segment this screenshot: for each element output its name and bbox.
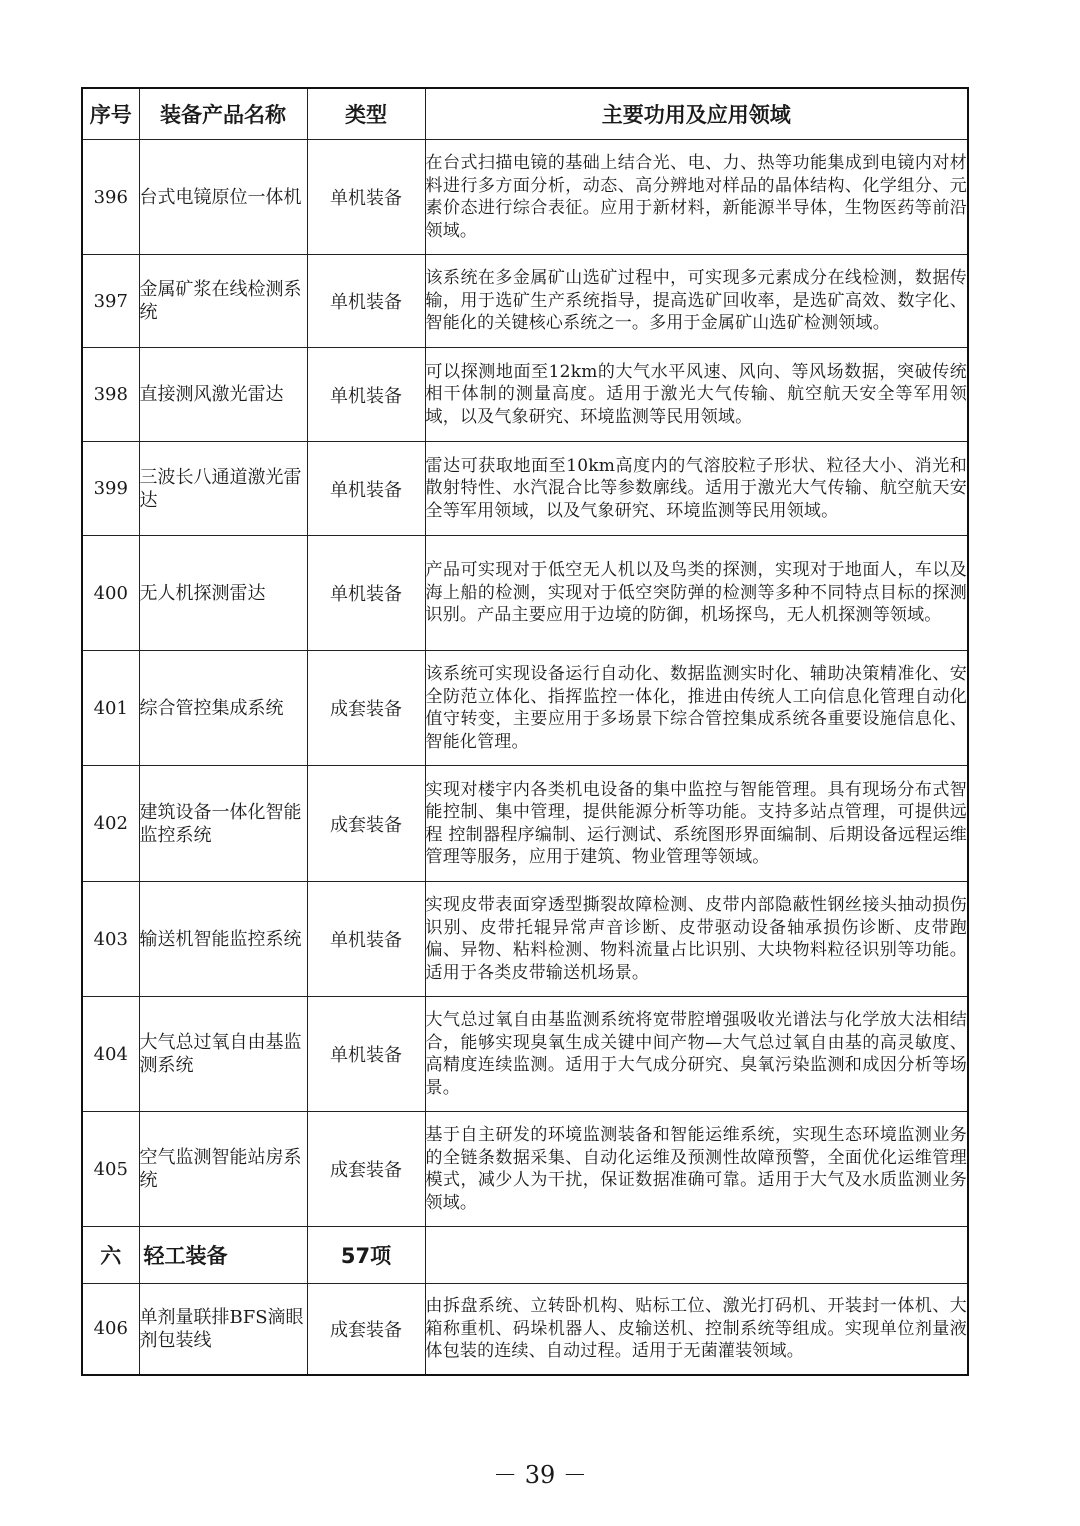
table-row	[82, 1112, 968, 1227]
row-desc: 雷达可获取地面至10km高度内的气溶胶粒子形状、粒径大小、消光和散射特性、水汽混合比等参数廓线。适用于激光大气传输、航空航天安全等军用领域，以及气象研究、环境监测等民用领域。	[425, 442, 968, 536]
row-type: 单机装备	[307, 442, 425, 536]
row-name: 综合管控集成系统	[139, 651, 307, 766]
section-num: 六	[82, 1227, 139, 1284]
row-name: 空气监测智能站房系统	[139, 1112, 307, 1227]
row-type: 成套装备	[307, 1112, 425, 1227]
row-desc: 大气总过氧自由基监测系统将宽带腔增强吸收光谱法与化学放大法相结合，能够实现臭氧生成关键中间产物—大气总过氧自由基的高灵敏度、高精度连续监测。适用于大气成分研究、臭氧污染监测和成因分析等场景。	[425, 997, 968, 1112]
row-type: 成套装备	[307, 766, 425, 882]
table-header-row	[82, 88, 968, 140]
header-type: 类型	[307, 88, 425, 140]
row-name: 大气总过氧自由基监测系统	[139, 997, 307, 1112]
row-desc: 由拆盘系统、立转卧机构、贴标工位、激光打码机、开装封一体机、大箱称重机、码垛机器人、皮输送机、控制系统等组成。实现单位剂量液体包装的连续、自动过程。适用于无菌灌装领域。	[425, 1284, 968, 1375]
section-name: 轻工装备	[139, 1227, 307, 1284]
table-row	[82, 882, 968, 997]
header-num: 序号	[82, 88, 139, 140]
table-row	[82, 140, 968, 255]
row-name: 三波长八通道激光雷达	[139, 442, 307, 536]
row-type: 成套装备	[307, 651, 425, 766]
row-type: 单机装备	[307, 997, 425, 1112]
header-desc: 主要功用及应用领域	[425, 88, 968, 140]
row-name: 建筑设备一体化智能监控系统	[139, 766, 307, 882]
row-num: 401	[82, 651, 139, 766]
row-name: 输送机智能监控系统	[139, 882, 307, 997]
row-desc: 基于自主研发的环境监测装备和智能运维系统，实现生态环境监测业务的全链条数据采集、自动化运维及预测性故障预警，全面优化运维管理模式，减少人为干扰，保证数据准确可靠。适用于大气及水质监测业务领域。	[425, 1112, 968, 1227]
row-desc: 实现皮带表面穿透型撕裂故障检测、皮带内部隐蔽性钢丝接头抽动损伤识别、皮带托辊异常声音诊断、皮带驱动设备轴承损伤诊断、皮带跑偏、异物、粘料检测、物料流量占比识别、大块物料粒径识别等功能。适用于各类皮带输送机场景。	[425, 882, 968, 997]
row-num: 400	[82, 536, 139, 651]
row-num: 402	[82, 766, 139, 882]
section-row	[82, 1227, 968, 1284]
row-desc: 该系统在多金属矿山选矿过程中，可实现多元素成分在线检测，数据传输，用于选矿生产系统指导，提高选矿回收率，是选矿高效、数字化、智能化的关键核心系统之一。多用于金属矿山选矿检测领域。	[425, 255, 968, 348]
row-type: 单机装备	[307, 536, 425, 651]
row-num: 405	[82, 1112, 139, 1227]
row-num: 396	[82, 140, 139, 255]
row-type: 成套装备	[307, 1284, 425, 1375]
row-name: 直接测风激光雷达	[139, 348, 307, 442]
row-num: 398	[82, 348, 139, 442]
table-row	[82, 766, 968, 882]
table-row	[82, 651, 968, 766]
row-name: 台式电镜原位一体机	[139, 140, 307, 255]
row-type: 单机装备	[307, 348, 425, 442]
header-name: 装备产品名称	[139, 88, 307, 140]
section-count: 57项	[307, 1227, 425, 1284]
table-row	[82, 442, 968, 536]
table-row	[82, 536, 968, 651]
row-num: 399	[82, 442, 139, 536]
row-num: 406	[82, 1284, 139, 1375]
row-desc: 该系统可实现设备运行自动化、数据监测实时化、辅助决策精准化、安全防范立体化、指挥监控一体化，推进由传统人工向信息化管理自动化值守转变，主要应用于多场景下综合管控集成系统各重要设施信息化、智能化管理。	[425, 651, 968, 766]
table-row	[82, 1284, 968, 1375]
row-name: 金属矿浆在线检测系统	[139, 255, 307, 348]
row-num: 397	[82, 255, 139, 348]
page-number: － 39 －	[493, 1461, 587, 1489]
section-desc	[425, 1227, 968, 1284]
row-desc: 在台式扫描电镜的基础上结合光、电、力、热等功能集成到电镜内对材料进行多方面分析，动态、高分辨地对样品的晶体结构、化学组分、元素价态进行综合表征。应用于新材料，新能源半导体，生物医药等前沿领域。	[425, 140, 968, 255]
row-num: 403	[82, 882, 139, 997]
row-type: 单机装备	[307, 140, 425, 255]
row-name: 无人机探测雷达	[139, 536, 307, 651]
table-row	[82, 997, 968, 1112]
row-desc: 可以探测地面至12km的大气水平风速、风向、等风场数据，突破传统相干体制的测量高度。适用于激光大气传输、航空航天安全等军用领域，以及气象研究、环境监测等民用领域。	[425, 348, 968, 442]
row-name: 单剂量联排BFS滴眼剂包装线	[139, 1284, 307, 1375]
row-type: 单机装备	[307, 255, 425, 348]
equipment-table	[81, 87, 969, 1376]
table-row	[82, 255, 968, 348]
row-desc: 产品可实现对于低空无人机以及鸟类的探测，实现对于地面人，车以及海上船的检测，实现对于低空突防弹的检测等多种不同特点目标的探测识别。产品主要应用于边境的防御，机场探鸟，无人机探测等领域。	[425, 536, 968, 651]
table-row	[82, 348, 968, 442]
row-type: 单机装备	[307, 882, 425, 997]
row-desc: 实现对楼宇内各类机电设备的集中监控与智能管理。具有现场分布式智能控制、集中管理，提供能源分析等功能。支持多站点管理，可提供远程 控制器程序编制、运行测试、系统图形界面编制、后期设备远程运维管理等服务，应用于建筑、物业管理等领域。	[425, 766, 968, 882]
row-num: 404	[82, 997, 139, 1112]
